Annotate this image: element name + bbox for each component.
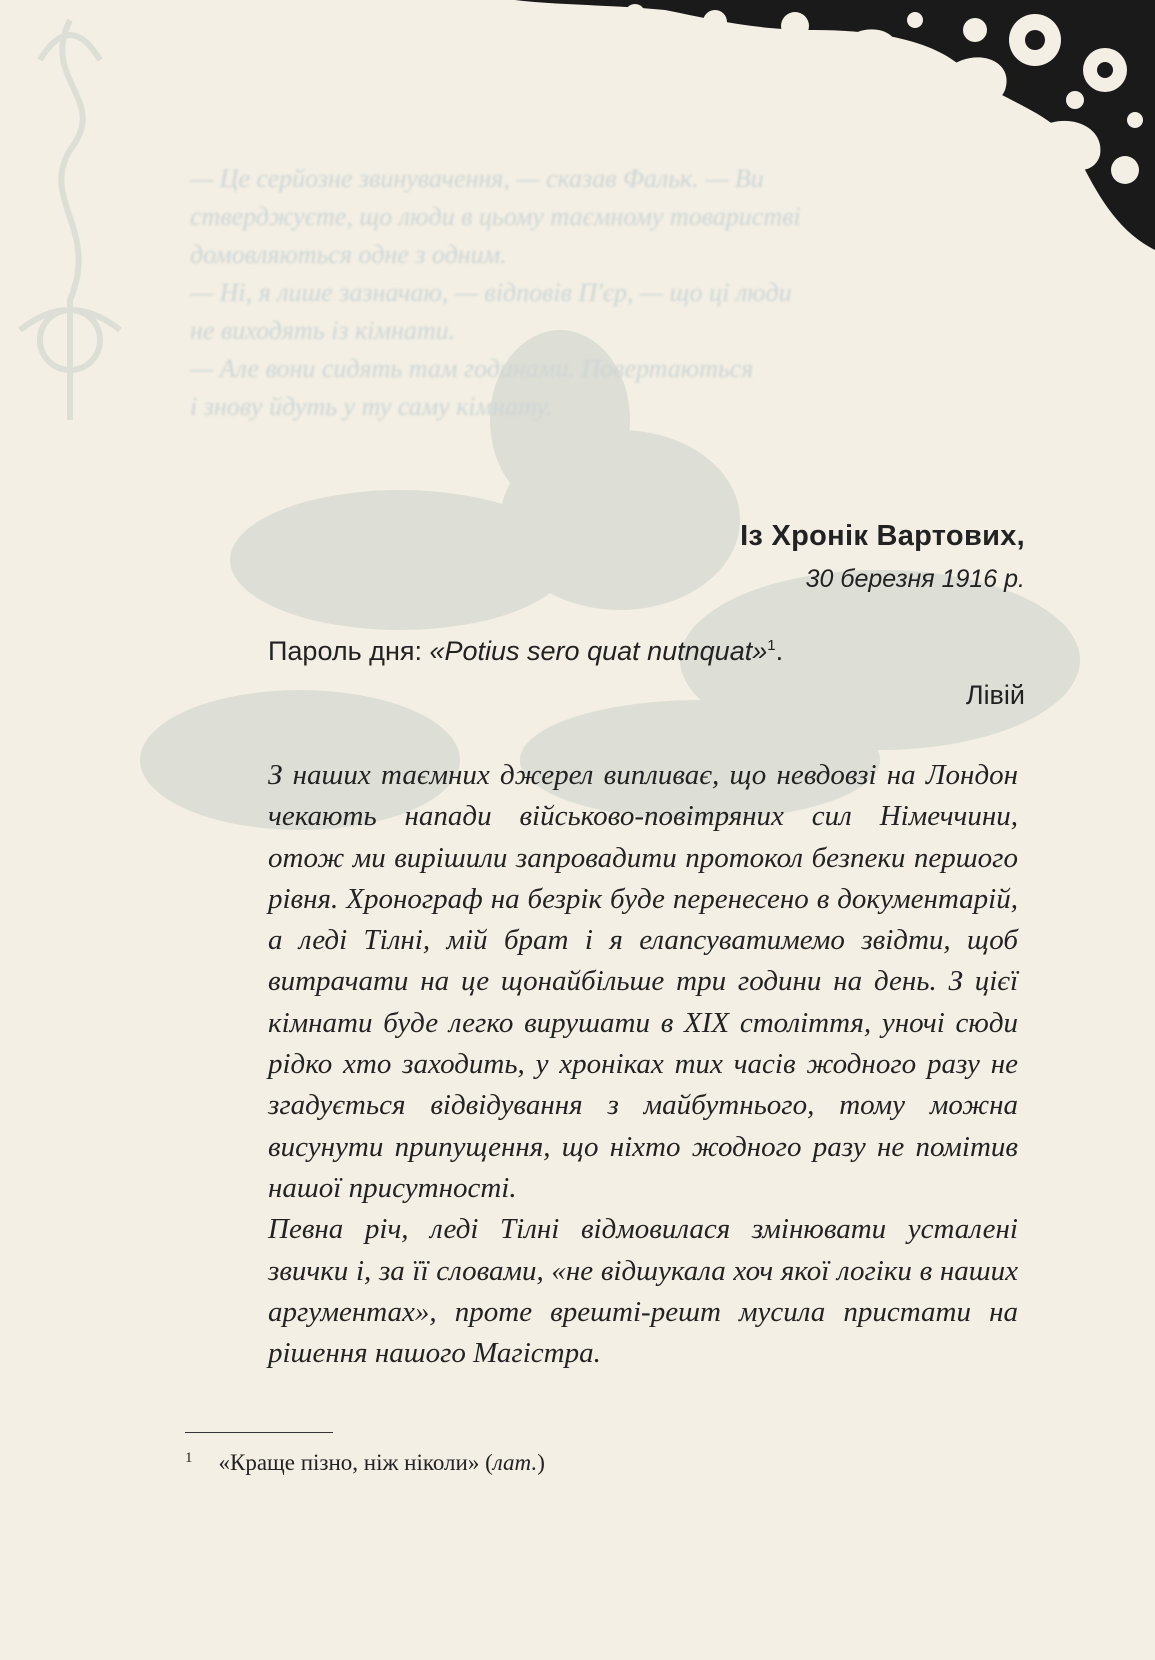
ghost-line: — Ні, я лише зазначаю, — відповів П'єр, — що ці люди (190, 278, 792, 307)
chronicle-heading (740, 520, 1025, 594)
epigraph-author: Лівій (965, 680, 1025, 710)
epigraph-prefix: Пароль дня: (268, 636, 430, 666)
body-paragraph: Певна річ, леді Тілні відмовилася змінювати усталені звички і, за її словами, «не відшукала хоч якої логіки в наших аргументах», проте врешті-решт мусила пристати на рішення нашого Магістра. (268, 1213, 1018, 1370)
ghost-line: домовляються одне з одним. (190, 240, 507, 269)
epigraph-suffix: . (775, 636, 784, 666)
epigraph-motto: «Potius sero quat nutnquat» (429, 636, 768, 666)
footnote (185, 1450, 545, 1476)
chronicle-body (268, 755, 1018, 1374)
body-paragraph: З наших таємних джерел випливає, що невдовзі на Лондон чекають напади військово-повітряних сил Німеччини, отож ми вирішили запровадити протокол безпеки першого рівня. Хронограф на безрік буде перенесено в документарій, а леді Тілні, мій брат і я елапсуватимемо звідти, щоб витрачати на це щонайбільше три години на день. З цієї кімнати буде легко вирушати в XIX століття, уночі сюди рідко хто заходить, у хроніках тих часів жодного разу не згадується відвідування з майбутнього, тому можна висунути припущення, що ніхто жодного разу не помітив нашої присутності. (268, 759, 1018, 1204)
footnote-number: 1 (185, 1450, 193, 1466)
heading-date: 30 березня 1916 р. (805, 565, 1025, 593)
footnote-close: ) (537, 1450, 545, 1475)
ghost-line: не виходять із кімнати. (190, 316, 456, 345)
footnote-divider (185, 1432, 333, 1433)
ghost-line: — Це серйозне звинувачення, — сказав Фальк. — Ви (190, 164, 764, 193)
footnote-ref: 1 (767, 637, 776, 654)
heading-title: Із Хронік Вартових, (740, 520, 1025, 552)
ghost-line: — Але вони сидять там годинами. Повертаються (190, 354, 754, 383)
corner-ornament-icon (515, 0, 1155, 250)
ghost-line: стверджуєте, що люди в цьому таємному товаристві (190, 202, 801, 231)
ghost-line: і знову йдуть у ту саму кімнату. (190, 392, 553, 421)
footnote-lang: лат. (492, 1450, 538, 1475)
epigraph-line (268, 636, 783, 667)
footnote-text: «Краще пізно, ніж ніколи» ( (218, 1450, 493, 1475)
